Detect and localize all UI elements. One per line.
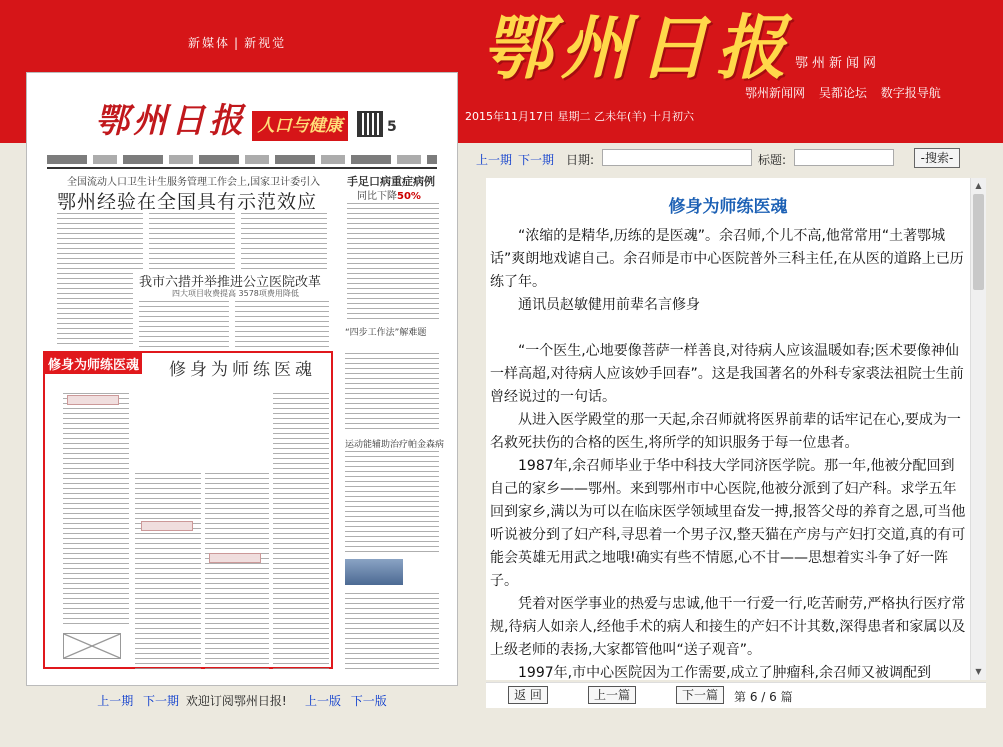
prev-period-link[interactable]: 上一期 [97,694,134,708]
text-column [235,301,329,347]
new-media-link[interactable]: 新媒体 [188,36,231,50]
lead-headline[interactable]: 鄂州经验在全国具有示范效应 [57,191,318,213]
next-article-button[interactable]: 下一篇 [676,686,724,704]
lead-kicker: 全国流动人口卫生计生服务管理工作会上,国家卫计委引入 [67,177,321,188]
page-preview-panel [26,72,458,717]
reform-headline[interactable]: 我市六措并举推进公立医院改革 [139,275,322,290]
scroll-thumb[interactable] [973,194,984,290]
issue-date: 2015年11月17日 星期二 乙未年(羊) 十月初六 [465,110,695,123]
text-column [345,451,439,553]
image-placeholder-icon [63,633,121,659]
article-paragraph: “一个医生,心地要像菩萨一样善良,对待病人应该温暖如春;医术要像神仙一样高超,对待病人应该妙手回春”。这是我国著名的外科专家裘法祖院士生前曾经说过的一句话。 [490,343,964,405]
digital-nav-link[interactable]: 数字报导航 [880,86,941,100]
text-column [63,393,129,627]
news-site-link[interactable]: 鄂州新闻网 [745,86,806,100]
side-subhead-value: 50% [397,191,421,202]
header-links [745,84,951,101]
parkinson-headline[interactable]: 运动能辅助治疗帕金森病 [345,440,445,450]
text-column [57,213,143,271]
article-paragraph: 凭着对医学事业的热爱与忠诚,他干一行爱一行,吃苦耐劳,严格执行医疗常规,待病人如亲人,经他手术的病人和接生的产妇不计其数,深得患者和家属以及上级老师的表扬,大家都管他叫“送子观音”。 [490,596,966,658]
method-headline[interactable]: “四步工作法”解难题 [345,328,427,338]
title-input[interactable] [794,149,894,166]
search-bar [460,145,988,173]
text-column [135,473,201,669]
text-column [205,473,269,669]
photo-thumbnail [345,559,403,585]
page-nav [26,692,458,709]
welcome-text: 欢迎订阅鄂州日报! [185,694,287,708]
text-column [139,301,229,347]
wudu-forum-link[interactable]: 吴都论坛 [818,86,867,100]
reform-subhead: 四大项目收费提高 3578项费用降低 [172,289,299,298]
nav-separator: | [234,36,241,50]
next-period-link[interactable]: 下一期 [143,694,180,708]
back-button[interactable]: 返 回 [508,686,548,704]
selected-article-tag: 修身为师练医魂 [45,353,142,374]
divider [47,167,437,169]
side-subhead-prefix: 同比下降 [357,191,397,202]
qr-code-icon [357,111,383,137]
text-column [347,203,439,319]
text-column [57,273,133,347]
article-paragraph: 1997年,市中心医院因为工作需要,成立了肿瘤科,余召师又被调配到 [518,665,931,680]
article-paragraph: 1987年,余召师毕业于华中科技大学同济医学院。那一年,他被分配回到自己的家乡——鄂州。来到鄂州市中心医院,他被分派到了妇产科。求学五年回到家乡,满以为可以在临床医学领域里奋发一搏,报答父母的养育之恩,可当他听说被分到了妇产科,寻思着一个男子汉,整天猫在产房与产妇打交道,真的有可能会英雄无用武之地哦!确实有些不情愿,心不甘——思想着实斗争了好一阵子。 [490,458,966,589]
search-button[interactable]: -搜索- [914,148,960,168]
article-paragraph: “浓缩的是精华,历练的是医魂”。余召师,个儿不高,他常常用“土著鄂城话”爽朗地戏谑自己。余召师是市中心医院普外三科主任,在从医的道路上已历练了年。 [490,228,964,290]
text-column [241,213,327,271]
selected-article-region[interactable] [43,351,333,669]
new-vision-link[interactable]: 新视觉 [244,36,287,50]
article-content [486,178,970,680]
article-viewer [486,178,986,680]
side-subhead [357,187,421,202]
subheading-box [67,395,119,405]
scroll-up-icon[interactable]: ▲ [975,181,982,190]
title-label: 标题: [758,153,787,167]
search-next-period-link[interactable]: 下一期 [518,153,555,167]
search-prev-period-link[interactable]: 上一期 [476,153,513,167]
subheading-box [141,521,193,531]
article-paragraph [490,317,966,340]
article-paragraph: 从进入医学殿堂的那一天起,余召师就将医界前辈的话牢记在心,要成为一名救死扶伤的合格的医生,将所学的知识服务于每一位患者。 [490,412,961,451]
date-input[interactable] [602,149,752,166]
brand-name: 鄂州新闻网 [795,56,881,71]
article-scrollbar[interactable] [970,178,986,680]
selected-article-title: 修身为师练医魂 [169,360,316,380]
next-page-link[interactable]: 下一版 [350,694,387,708]
article-title: 修身为师练医魂 [668,197,788,217]
article-counter: 第 6 / 6 篇 [734,690,793,704]
page-number: 5 [387,119,397,135]
prev-article-button[interactable]: 上一篇 [588,686,636,704]
section-banner: 人口与健康 [252,111,348,141]
masthead-strip [47,155,437,164]
media-nav [188,34,286,51]
scroll-down-icon[interactable]: ▼ [975,667,982,676]
article-paragraph: 通讯员赵敏健用前辈名言修身 [518,297,700,313]
text-column [149,213,235,271]
subheading-box [209,553,261,563]
article-pager [486,682,986,708]
prev-page-link[interactable]: 上一版 [304,694,341,708]
text-column [273,393,329,669]
newspaper-page-image[interactable] [26,72,458,686]
text-column [345,353,439,431]
newspaper-logo: 鄂州日报 [95,101,247,141]
text-column [345,593,439,673]
side-headline[interactable]: 手足口病重症病例 [347,175,435,188]
date-label: 日期: [566,153,595,167]
masthead-logo[interactable]: 鄂州日报 [482,6,794,89]
